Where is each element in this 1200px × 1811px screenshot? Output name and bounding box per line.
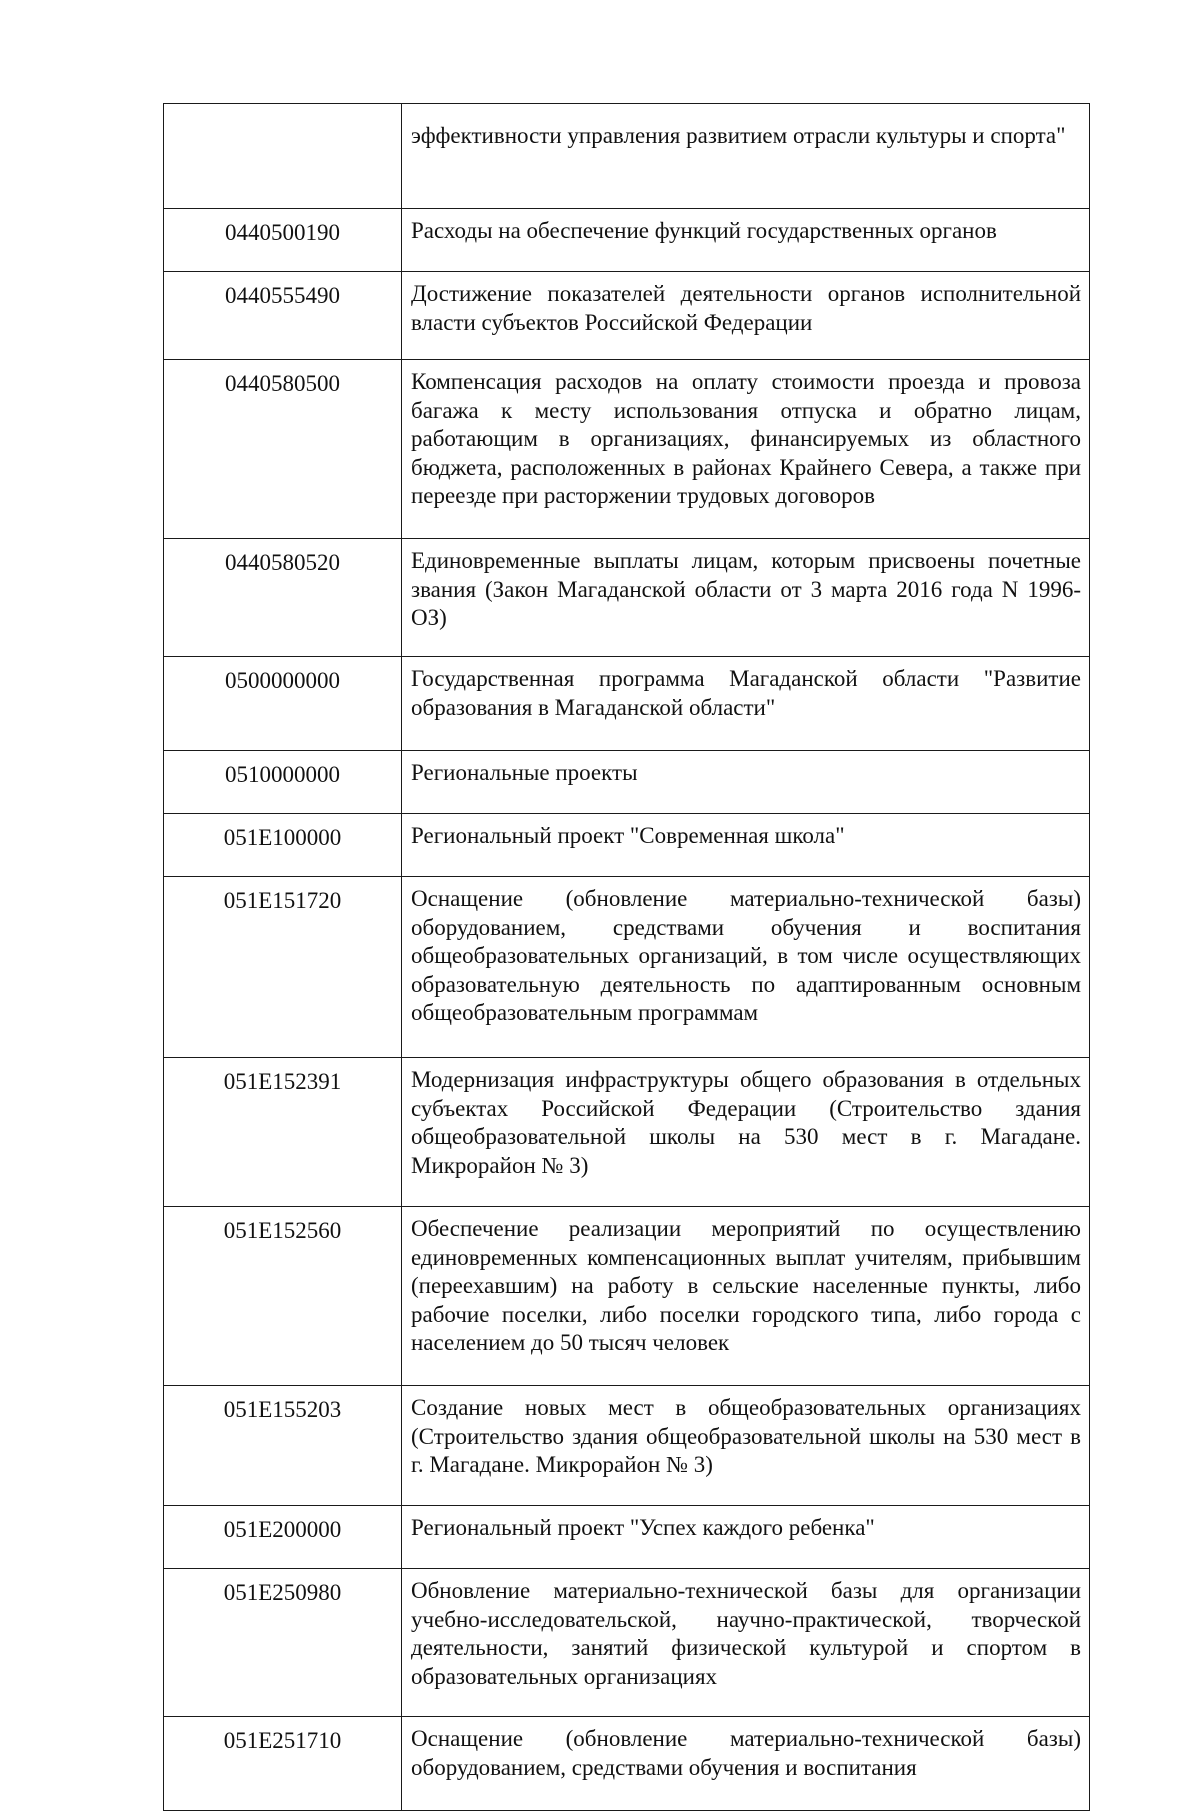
table-row xyxy=(164,209,1090,272)
description-cell: Обновление материально-технической базы для организации учебно-исследовательской, научно-практической, творческой деятельности, занятий физической культурой и спортом в образовательных организациях xyxy=(402,1569,1090,1717)
description-cell: Оснащение (обновление материально-технической базы) оборудованием, средствами обучения и воспитания общеобразовательных организаций, в том числе осуществляющих образовательную деятельность по адаптированным основным общеобразовательным программам xyxy=(402,877,1090,1058)
table-row xyxy=(164,657,1090,751)
table-row xyxy=(164,814,1090,877)
code-cell: 051E250980 xyxy=(164,1569,402,1717)
description-cell: Региональный проект "Современная школа" xyxy=(402,814,1090,877)
description-cell: Достижение показателей деятельности органов исполнительной власти субъектов Российской Федерации xyxy=(402,272,1090,360)
code-cell: 0500000000 xyxy=(164,657,402,751)
code-cell: 0510000000 xyxy=(164,751,402,814)
table-row xyxy=(164,1717,1090,1811)
code-cell: 051E151720 xyxy=(164,877,402,1058)
description-cell: Обеспечение реализации мероприятий по осуществлению единовременных компенсационных выплат учителям, прибывшим (переехавшим) на работу в сельские населенные пункты, либо рабочие поселки, либо поселки городского типа, либо города с населением до 50 тысяч человек xyxy=(402,1207,1090,1386)
description-cell: эффективности управления развитием отрасли культуры и спорта" xyxy=(402,104,1090,209)
description-cell: Создание новых мест в общеобразовательных организациях (Строительство здания общеобразовательной школы на 530 мест в г. Магадане. Микрорайон № 3) xyxy=(402,1386,1090,1506)
table-row xyxy=(164,1386,1090,1506)
table-row xyxy=(164,539,1090,657)
table-row xyxy=(164,1207,1090,1386)
code-cell: 051E155203 xyxy=(164,1386,402,1506)
description-cell: Компенсация расходов на оплату стоимости проезда и провоза багажа к месту использования отпуска и обратно лицам, работающим в организациях, финансируемых из областного бюджета, расположенных в районах Крайнего Севера, а также при переезде при расторжении трудовых договоров xyxy=(402,360,1090,539)
code-cell: 051E152391 xyxy=(164,1058,402,1207)
description-cell: Государственная программа Магаданской области "Развитие образования в Магаданской области" xyxy=(402,657,1090,751)
code-cell: 051E200000 xyxy=(164,1506,402,1569)
code-cell: 051E251710 xyxy=(164,1717,402,1811)
code-cell: 0440555490 xyxy=(164,272,402,360)
description-cell: Единовременные выплаты лицам, которым присвоены почетные звания (Закон Магаданской области от 3 марта 2016 года N 1996-ОЗ) xyxy=(402,539,1090,657)
table-row xyxy=(164,751,1090,814)
table-body xyxy=(164,104,1090,1811)
table-row xyxy=(164,1506,1090,1569)
budget-classification-table xyxy=(163,103,1090,1811)
table-row xyxy=(164,272,1090,360)
description-cell: Расходы на обеспечение функций государственных органов xyxy=(402,209,1090,272)
description-cell: Региональный проект "Успех каждого ребенка" xyxy=(402,1506,1090,1569)
code-cell: 051E152560 xyxy=(164,1207,402,1386)
description-cell: Оснащение (обновление материально-технической базы) оборудованием, средствами обучения и воспитания xyxy=(402,1717,1090,1811)
code-cell xyxy=(164,104,402,209)
code-cell: 0440500190 xyxy=(164,209,402,272)
code-cell: 0440580500 xyxy=(164,360,402,539)
code-cell: 0440580520 xyxy=(164,539,402,657)
code-cell: 051E100000 xyxy=(164,814,402,877)
table-row xyxy=(164,360,1090,539)
description-cell: Модернизация инфраструктуры общего образования в отдельных субъектах Российской Федерации (Строительство здания общеобразовательной школы на 530 мест в г. Магадане. Микрорайон № 3) xyxy=(402,1058,1090,1207)
table-row xyxy=(164,1058,1090,1207)
table-row xyxy=(164,104,1090,209)
table-row xyxy=(164,1569,1090,1717)
table-row xyxy=(164,877,1090,1058)
description-cell: Региональные проекты xyxy=(402,751,1090,814)
